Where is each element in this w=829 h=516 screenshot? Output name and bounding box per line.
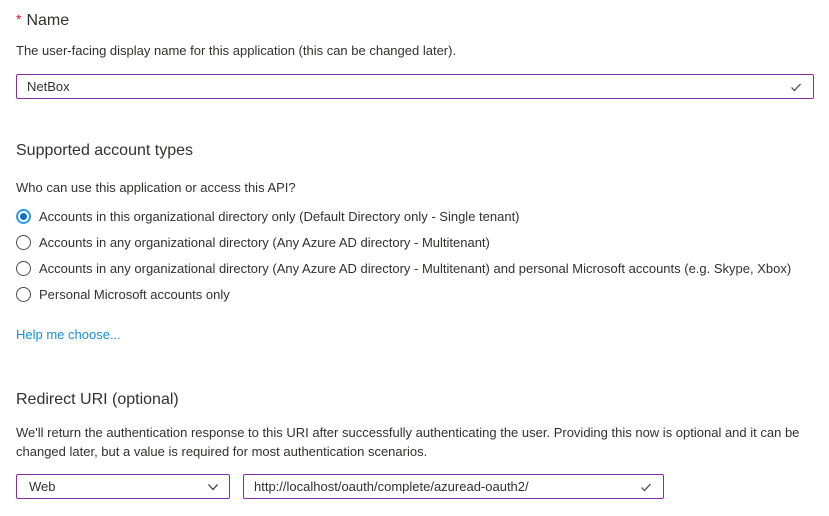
valid-checkmark-icon: [638, 479, 654, 495]
platform-select-value: Web: [29, 479, 56, 494]
radio-label: Personal Microsoft accounts only: [39, 286, 230, 302]
radio-selected-icon: [16, 209, 31, 224]
account-types-question: Who can use this application or access this API?: [16, 180, 296, 195]
redirect-uri-field-container: [243, 474, 664, 499]
name-description: The user-facing display name for this application (this can be changed later).: [16, 43, 457, 58]
radio-label: Accounts in any organizational directory (Any Azure AD directory - Multitenant): [39, 234, 490, 250]
redirect-uri-description: We'll return the authentication response to this URI after successfully authenticating the user. Providing this now is optional and it can be changed later, but a value is required for most authentication scenarios.: [16, 425, 800, 459]
radio-single-tenant[interactable]: [16, 205, 520, 227]
redirect-uri-input[interactable]: [244, 475, 638, 498]
required-asterisk: *: [16, 11, 22, 27]
radio-multitenant[interactable]: [16, 231, 490, 253]
radio-unselected-icon: [16, 235, 31, 250]
name-field-container: [16, 74, 814, 99]
radio-personal-only[interactable]: [16, 283, 230, 305]
name-input[interactable]: [17, 75, 788, 98]
radio-label: Accounts in this organizational directory only (Default Directory only - Single tenant): [39, 208, 520, 224]
account-types-heading: Supported account types: [16, 142, 194, 159]
redirect-uri-heading: Redirect URI (optional): [16, 391, 179, 408]
platform-select[interactable]: [16, 474, 230, 499]
radio-unselected-icon: [16, 287, 31, 302]
valid-checkmark-icon: [788, 79, 804, 95]
radio-multitenant-personal[interactable]: [16, 257, 791, 279]
help-me-choose-link[interactable]: Help me choose...: [16, 327, 121, 342]
radio-unselected-icon: [16, 261, 31, 276]
chevron-down-icon: [206, 480, 220, 494]
radio-label: Accounts in any organizational directory (Any Azure AD directory - Multitenant) and personal Microsoft accounts (e.g. Skype, Xbox): [39, 260, 792, 276]
name-section-heading: [16, 11, 69, 30]
name-heading-text: Name: [26, 12, 70, 29]
